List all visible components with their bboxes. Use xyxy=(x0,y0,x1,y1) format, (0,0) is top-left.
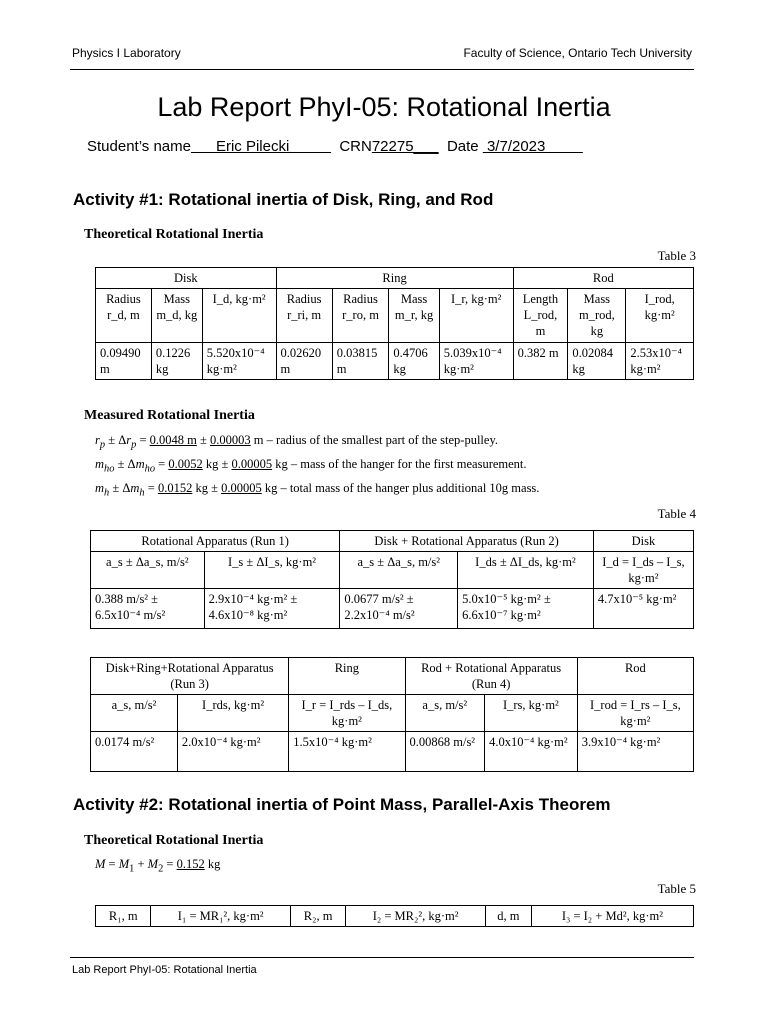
table3-cell: 0.02620 m xyxy=(276,343,332,380)
table4-cell: 5.0x10⁻⁵ kg·m² ± 6.6x10⁻⁷ kg·m² xyxy=(458,589,594,629)
table4b-header: a_s, m/s² xyxy=(91,695,178,732)
table3-cell: 0.4706 kg xyxy=(389,343,439,380)
measurement-mh: $m_h \pm \Delta m_h = 0.0152$ kg ± 0.00005 kg – total mass of the hanger plus additional 10g mass. xyxy=(95,481,540,499)
table4b-header: I_rs, kg·m² xyxy=(485,695,578,732)
measured-label: Measured Rotational Inertia xyxy=(84,408,255,423)
table3-header: Mass m_r, kg xyxy=(389,289,439,343)
table5-header: d, m xyxy=(485,906,531,927)
total-mass-value: 0.152 xyxy=(176,857,205,871)
table4b-header: a_s, m/s² xyxy=(405,695,485,732)
table3-cell: 0.03815 m xyxy=(332,343,389,380)
table4-cell: 0.388 m/s² ± 6.5x10⁻⁴ m/s² xyxy=(91,589,205,629)
table3 xyxy=(95,267,694,380)
footer-text: Lab Report PhyI-05: Rotational Inertia xyxy=(72,964,257,976)
table4b-cell: 0.00868 m/s² xyxy=(405,732,485,772)
table3-header: I_r, kg·m² xyxy=(439,289,513,343)
rp-uncertainty: 0.00003 xyxy=(209,433,251,447)
header-left: Physics I Laboratory xyxy=(72,46,181,60)
crn-value: 72275___ xyxy=(371,138,439,155)
mh-uncertainty: 0.00005 xyxy=(221,481,262,495)
table4-header: I_ds ± ΔI_ds, kg·m² xyxy=(458,552,594,589)
student-name-label: Student’s name xyxy=(87,138,191,155)
table4b-group-ring: Ring xyxy=(289,658,405,695)
table3-cell: 0.09490 m xyxy=(96,343,152,380)
table4-cell: 0.0677 m/s² ± 2.2x10⁻⁴ m/s² xyxy=(340,589,458,629)
table3-cell: 0.382 m xyxy=(513,343,568,380)
table4-group-run2: Disk + Rotational Apparatus (Run 2) xyxy=(340,531,593,552)
table3-header: Length L_rod, m xyxy=(513,289,568,343)
activity1-theoretical-label: Theoretical Rotational Inertia xyxy=(84,227,264,242)
activity2-theoretical-label: Theoretical Rotational Inertia xyxy=(84,833,264,848)
mho-uncertainty: 0.00005 xyxy=(231,457,273,471)
table3-group-disk: Disk xyxy=(96,268,277,289)
table4-cell: 2.9x10⁻⁴ kg·m² ± 4.6x10⁻⁸ kg·m² xyxy=(204,589,340,629)
table4b-cell: 0.0174 m/s² xyxy=(91,732,178,772)
student-name-value: Eric Pilecki xyxy=(190,138,331,155)
mh-value: 0.0152 xyxy=(157,481,193,495)
table4-group-disk: Disk xyxy=(593,531,693,552)
mh-desc: kg – total mass of the hanger plus additional 10g mass. xyxy=(264,481,540,495)
mho-value: 0.0052 xyxy=(168,457,203,471)
table4b-header: I_r = I_rds – I_ds, kg·m² xyxy=(289,695,405,732)
measurement-rp: $r_p \pm \Delta r_p = 0.0048$ m ± 0.00003 m – radius of the smallest part of the step-pulley. xyxy=(95,433,499,451)
table3-group-rod: Rod xyxy=(513,268,693,289)
table3-header: Radius r_d, m xyxy=(96,289,152,343)
table4b-header: I_rds, kg·m² xyxy=(177,695,288,732)
table4b-cell: 3.9x10⁻⁴ kg·m² xyxy=(577,732,693,772)
table4b-cell: 4.0x10⁻⁴ kg·m² xyxy=(485,732,578,772)
header-rule xyxy=(70,69,694,70)
table5-header: R₁, m xyxy=(96,906,151,927)
table4b-group-rod: Rod xyxy=(577,658,693,695)
table3-cell: 5.039x10⁻⁴ kg·m² xyxy=(439,343,513,380)
total-mass-equation: $M = M_1 + M_2 = 0.152$ kg xyxy=(95,857,221,875)
table4-group-run1: Rotational Apparatus (Run 1) xyxy=(91,531,340,552)
table4b-group-run4: Rod + Rotational Apparatus (Run 4) xyxy=(405,658,577,695)
date-value: 3/7/2023 xyxy=(482,138,583,155)
table3-label: Table 3 xyxy=(657,248,696,263)
table3-cell: 0.1226 kg xyxy=(151,343,202,380)
footer-rule xyxy=(70,957,694,958)
rp-desc: m – radius of the smallest part of the step-pulley. xyxy=(253,433,499,447)
page-title: Lab Report PhyI-05: Rotational Inertia xyxy=(157,92,611,122)
table3-header: I_rod, kg·m² xyxy=(626,289,694,343)
table5-header: R₂, m xyxy=(290,906,345,927)
table5-header: I₁ = MR₁², kg·m² xyxy=(151,906,290,927)
rp-value: 0.0048 m xyxy=(149,433,197,447)
header-right: Faculty of Science, Ontario Tech University xyxy=(463,46,692,60)
table4-header: a_s ± Δa_s, m/s² xyxy=(91,552,205,589)
crn-label: CRN xyxy=(339,138,372,155)
measurement-mho: $m_{ho} \pm \Delta m_{ho} = 0.0052$ kg ± 0.00005 kg – mass of the hanger for the first measurement. xyxy=(95,457,527,475)
table3-cell: 2.53x10⁻⁴ kg·m² xyxy=(626,343,694,380)
activity1-heading: Activity #1: Rotational inertia of Disk, Ring, and Rod xyxy=(73,190,494,209)
table3-cell: 5.520x10⁻⁴ kg·m² xyxy=(202,343,276,380)
table3-header: I_d, kg·m² xyxy=(202,289,276,343)
total-mass-unit: kg xyxy=(207,857,221,871)
table4-header: a_s ± Δa_s, m/s² xyxy=(340,552,458,589)
table4b-cell: 1.5x10⁻⁴ kg·m² xyxy=(289,732,405,772)
table4b-group-run3: Disk+Ring+Rotational Apparatus (Run 3) xyxy=(91,658,289,695)
mho-desc: kg – mass of the hanger for the first measurement. xyxy=(275,457,527,471)
table5 xyxy=(95,905,694,927)
table4b xyxy=(90,657,694,772)
student-line xyxy=(87,138,583,155)
date-label: Date xyxy=(446,138,479,155)
table3-header: Mass m_rod, kg xyxy=(568,289,626,343)
table4 xyxy=(90,530,694,629)
table3-header: Radius r_ri, m xyxy=(276,289,332,343)
table5-header: I₂ = MR₂², kg·m² xyxy=(346,906,485,927)
activity2-heading: Activity #2: Rotational inertia of Point Mass, Parallel-Axis Theorem xyxy=(73,795,611,814)
table4-header: I_s ± ΔI_s, kg·m² xyxy=(204,552,340,589)
table5-label: Table 5 xyxy=(657,881,696,896)
table4-label: Table 4 xyxy=(657,506,696,521)
table3-cell: 0.02084 kg xyxy=(568,343,626,380)
table4-header: I_d = I_ds – I_s, kg·m² xyxy=(593,552,693,589)
table3-header: Radius r_ro, m xyxy=(332,289,389,343)
table3-header: Mass m_d, kg xyxy=(151,289,202,343)
table5-header: I₃ = I₂ + Md², kg·m² xyxy=(531,906,693,927)
table3-group-ring: Ring xyxy=(276,268,513,289)
table4b-header: I_rod = I_rs – I_s, kg·m² xyxy=(577,695,693,732)
table4b-cell: 2.0x10⁻⁴ kg·m² xyxy=(177,732,288,772)
table4-cell: 4.7x10⁻⁵ kg·m² xyxy=(593,589,693,629)
